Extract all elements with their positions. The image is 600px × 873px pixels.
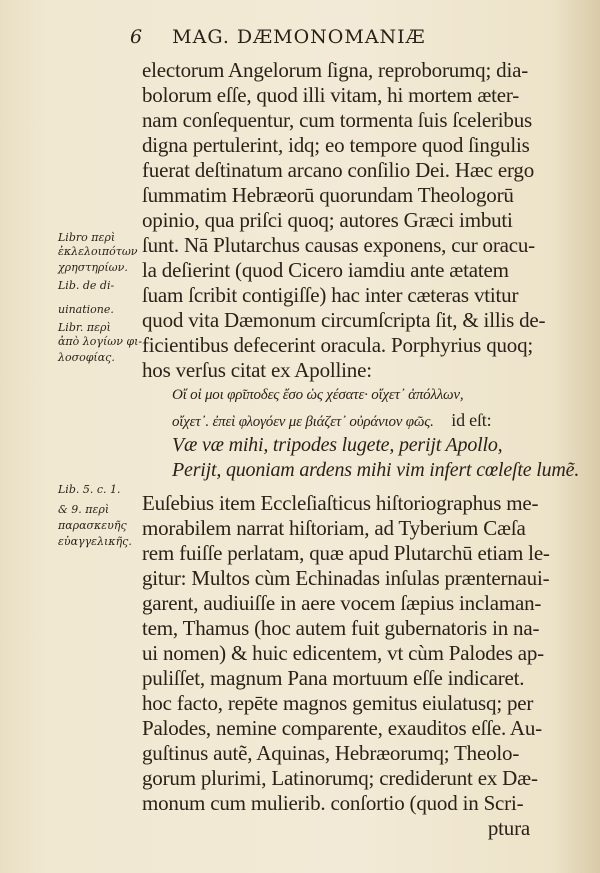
main-text-block: [142, 58, 580, 841]
text-line: hoc facto, repēte magnos gemitus eiulatusq; per: [142, 691, 534, 715]
marginal-note: εὐαγγελικῆς.: [58, 535, 132, 548]
greek-verse-line: Οἴ οἱ μοι φρῖποδες ἔσο ὡς χέσατε· οἴχετ᾽ ἀπόλλων,: [172, 387, 464, 403]
text-line: la deſierint (quod Cicero iamdiu ante ætatem: [142, 258, 509, 282]
text-line: fuerat deſtinatum arcano conſilio Dei. Hæc ergo: [142, 158, 534, 182]
text-line: bolorum eſſe, quod illi vitam, hi mortem æter-: [142, 83, 520, 107]
text-line: ſummatim Hebræorū quorundam Theologorū: [142, 183, 514, 207]
text-line: electorum Angelorum ſigna, reproborumq; dia-: [142, 58, 529, 82]
text-line: nam conſequentur, cum tormenta ſuis ſceleribus: [142, 108, 533, 132]
marginal-note: παρασκευῆς: [58, 519, 127, 532]
text-line: gorum plurimi, Latinorumq; crediderunt ex Dæ-: [142, 766, 538, 790]
marginal-note: Libro περὶ: [58, 231, 116, 244]
marginal-note: & 9. περὶ: [58, 503, 110, 516]
text-line: digna pertulerint, idq; eo tempore quod ſingulis: [142, 133, 530, 157]
marginal-note: Lib. 5. c. 1.: [58, 483, 121, 496]
running-header: [130, 26, 426, 48]
text-line: guſtinus autẽ, Aquinas, Hebræorumq; Theolo-: [142, 741, 520, 765]
text-line: Palodes, nemine comparente, exauditos eſſe. Au-: [142, 716, 542, 740]
text-line: morabilem narrat hiſtoriam, ad Tyberium Cæſa: [142, 516, 526, 540]
text-line: ficientibus defecerint oracula. Porphyrius quoq;: [142, 333, 534, 357]
text-line: quod vita Dæmonum circumſcripta ſit, & illis de-: [142, 308, 546, 332]
text-line: monum cum mulierib. conſortio (quod in Scri-: [142, 791, 524, 815]
greek-verse-line: [142, 408, 560, 433]
marginal-note: χρηστηρίων.: [58, 261, 128, 274]
text-line: puliſſet, magnum Pana mortuum eſſe indicaret.: [142, 666, 525, 690]
text-line: opinio, qua priſci quoq; autores Græci imbuti: [142, 208, 513, 232]
text-line: rem fuiſſe perlatam, quæ apud Plutarchū etiam le-: [142, 541, 550, 565]
marginal-note: λοσοφίας.: [58, 351, 115, 364]
latin-verse-line: Perijt, quoniam ardens mihi vim infert cœleſte lumẽ.: [172, 459, 580, 481]
marginal-note: uinatione.: [58, 303, 114, 316]
text-line: garent, audiuiſſe in aere vocem ſæpius inclaman-: [142, 591, 542, 615]
running-title: MAG. DÆMONOMANIÆ: [172, 26, 426, 48]
marginal-note: ἀπὸ λογίων φι-: [58, 335, 143, 348]
text-line: gitur: Multos cùm Echinadas inſulas prænternaui-: [142, 566, 550, 590]
marginal-note: ἐκλελοιπότων: [58, 245, 138, 258]
marginal-note: Lib. de di-: [58, 279, 115, 292]
text-line: ſunt. Nā Plutarchus causas exponens, cur oracu-: [142, 233, 535, 257]
text-line: hos verſus citat ex Apolline:: [142, 358, 372, 382]
folio-number: 6: [130, 26, 144, 48]
text-line: ui nomen) & huic edicentem, vt cùm Palodes ap-: [142, 641, 544, 665]
catchword: ptura: [487, 816, 530, 840]
id-est-label: id eſt:: [451, 410, 492, 430]
text-line: Euſebius item Eccleſiaſticus hiſtoriographus me-: [142, 491, 539, 515]
marginal-note: Libr. περὶ: [58, 321, 111, 334]
greek-verse-text: οἴχετ᾽. ἐπεὶ φλογόεν με βιάζετ᾽ οὐράνιον φῶς.: [172, 414, 434, 430]
text-line: ſuam ſcribit contigiſſe) hac inter cæteras vtitur: [142, 283, 519, 307]
text-line: tem, Thamus (hoc autem fuit gubernatoris in na-: [142, 616, 540, 640]
latin-verse-line: Væ væ mihi, tripodes lugete, perijt Apollo,: [172, 434, 503, 456]
